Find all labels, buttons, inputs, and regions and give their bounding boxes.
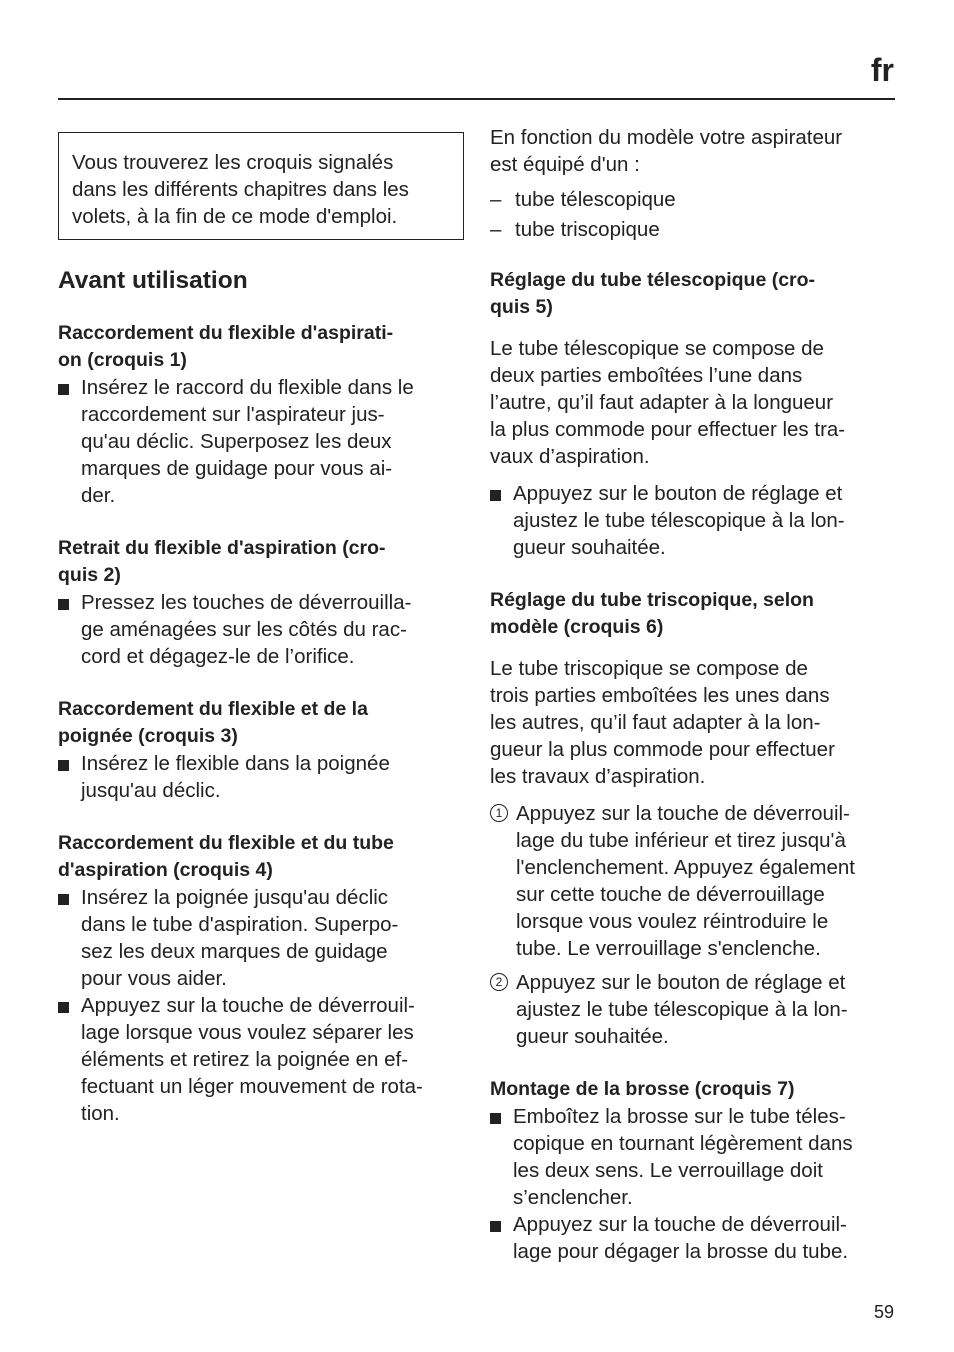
text-line: les travaux d’aspiration. <box>490 765 706 788</box>
text-line: Appuyez sur la touche de déverrouil- <box>513 1213 847 1236</box>
bullet-item <box>490 480 898 561</box>
bullet-item <box>490 1211 898 1265</box>
bullet-item <box>58 589 464 670</box>
text-line: Réglage du tube triscopique, selon <box>490 589 814 611</box>
text-line: Insérez le raccord du flexible dans le <box>81 376 414 399</box>
text-line: Raccordement du flexible et du tube <box>58 832 394 854</box>
header-rule <box>58 98 895 100</box>
paragraph <box>490 335 898 470</box>
text-line: modèle (croquis 6) <box>490 616 664 638</box>
text-line: gueur la plus commode pour effectuer <box>490 738 835 761</box>
text-line: d'aspiration (croquis 4) <box>58 859 273 881</box>
heading-croquis-1 <box>58 320 464 374</box>
heading-croquis-3 <box>58 696 464 750</box>
bullet-item <box>58 750 464 804</box>
heading-croquis-6 <box>490 587 898 641</box>
bullet-item <box>58 992 464 1127</box>
text-line: est équipé d'un : <box>490 153 640 176</box>
paragraph <box>490 655 898 790</box>
bullet-item <box>58 374 464 509</box>
text-line: Le tube triscopique se compose de <box>490 657 808 680</box>
text-line: copique en tournant légèrement dans <box>513 1132 853 1155</box>
text-line: Vous trouverez les croquis signalés <box>72 151 394 174</box>
text-line: l’autre, qu’il faut adapter à la longueur <box>490 391 834 414</box>
text-line: Pressez les touches de déverrouilla- <box>81 591 412 614</box>
text-line: volets, à la fin de ce mode d'emploi. <box>72 205 398 228</box>
bullet-square-icon <box>490 1221 501 1232</box>
heading-croquis-2 <box>58 535 464 589</box>
heading-croquis-4 <box>58 830 464 884</box>
notice-box <box>58 132 464 240</box>
text-line: Insérez le flexible dans la poignée <box>81 752 390 775</box>
dash-item: – tube télescopique <box>490 185 898 215</box>
intro-text <box>490 124 898 178</box>
text-line: trois parties emboîtées les unes dans <box>490 684 830 707</box>
text-line: Appuyez sur la touche de déverrouil- <box>81 994 415 1017</box>
numbered-item <box>490 969 898 1050</box>
text-line: ge aménagées sur les côtés du rac- <box>81 618 407 641</box>
text-line: gueur souhaitée. <box>513 536 666 559</box>
text-line: lage du tube inférieur et tirez jusqu'à <box>516 829 846 852</box>
text-line: Appuyez sur le bouton de réglage et <box>516 971 846 994</box>
text-line: lorsque vous voulez réintroduire le <box>516 910 829 933</box>
dash-marker: – <box>490 188 502 211</box>
bullet-square-icon <box>58 760 69 771</box>
numbered-item <box>490 800 898 962</box>
text-line: Insérez la poignée jusqu'au déclic <box>81 886 389 909</box>
bullet-square-icon <box>58 1002 69 1013</box>
text-line: Appuyez sur la touche de déverrouil- <box>516 802 850 825</box>
bullet-item <box>490 1103 898 1211</box>
text-line: der. <box>81 484 116 507</box>
text-line: les deux sens. Le verrouillage doit <box>513 1159 823 1182</box>
text-line: lage lorsque vous voulez séparer les <box>81 1021 414 1044</box>
text-line: qu'au déclic. Superposez les deux <box>81 430 392 453</box>
text-line: Le tube télescopique se compose de <box>490 337 824 360</box>
text-line: éléments et retirez la poignée en ef- <box>81 1048 409 1071</box>
text-line: ajustez le tube télescopique à la lon- <box>513 509 845 532</box>
bullet-square-icon <box>490 490 501 501</box>
text-line: raccordement sur l'aspirateur jus- <box>81 403 385 426</box>
text-line: quis 2) <box>58 564 121 586</box>
text-line: Raccordement du flexible et de la <box>58 698 368 720</box>
dash-item: – tube triscopique <box>490 215 898 245</box>
text-line: Retrait du flexible d'aspiration (cro- <box>58 537 386 559</box>
right-column <box>490 124 898 1265</box>
text-line: ajustez le tube télescopique à la lon- <box>516 998 848 1021</box>
text-line: dans les différents chapitres dans les <box>72 178 409 201</box>
page-number: 59 <box>873 1302 894 1322</box>
left-column <box>58 120 464 1127</box>
text-line: poignée (croquis 3) <box>58 725 238 747</box>
text-line: cord et dégagez-le de l’orifice. <box>81 645 355 668</box>
text-line: l'enclenchement. Appuyez également <box>516 856 855 879</box>
bullet-square-icon <box>58 894 69 905</box>
text-line: la plus commode pour effectuer les tra- <box>490 418 846 441</box>
bullet-square-icon <box>58 384 69 395</box>
bullet-square-icon <box>58 599 69 610</box>
section-title: Avant utilisation <box>58 267 248 294</box>
text-line: Montage de la brosse (croquis 7) <box>490 1078 795 1100</box>
circled-number-2-icon: 2 <box>490 973 508 991</box>
circled-number-1-icon: 1 <box>490 804 508 822</box>
text-line: Appuyez sur le bouton de réglage et <box>513 482 843 505</box>
text-line: Raccordement du flexible d'aspirati- <box>58 322 394 344</box>
text-line: marques de guidage pour vous ai- <box>81 457 393 480</box>
text-line: vaux d’aspiration. <box>490 445 650 468</box>
text-line: En fonction du modèle votre aspirateur <box>490 126 843 149</box>
text-line: Réglage du tube télescopique (cro- <box>490 269 816 291</box>
text-line: deux parties emboîtées l’une dans <box>490 364 803 387</box>
bullet-square-icon <box>490 1113 501 1124</box>
text-line: fectuant un léger mouvement de rota- <box>81 1075 423 1098</box>
text-line: quis 5) <box>490 296 553 318</box>
heading-croquis-7 <box>490 1076 898 1103</box>
text-line: pour vous aider. <box>81 967 227 990</box>
bullet-item <box>58 884 464 992</box>
text-line: on (croquis 1) <box>58 349 187 371</box>
text-line: Emboîtez la brosse sur le tube téles- <box>513 1105 846 1128</box>
text-line: dans le tube d'aspiration. Superpo- <box>81 913 399 936</box>
text-line: gueur souhaitée. <box>516 1025 669 1048</box>
text-line: lage pour dégager la brosse du tube. <box>513 1240 849 1263</box>
text-line: tion. <box>81 1102 120 1125</box>
text-line: les autres, qu’il faut adapter à la lon- <box>490 711 821 734</box>
language-code: fr <box>870 52 894 88</box>
text-line: sez les deux marques de guidage <box>81 940 388 963</box>
text-line: jusqu'au déclic. <box>81 779 221 802</box>
text-line: tube. Le verrouillage s'enclenche. <box>516 937 821 960</box>
text-line: s’enclencher. <box>513 1186 633 1209</box>
dash-marker: – <box>490 218 502 241</box>
heading-croquis-5 <box>490 267 898 321</box>
text-line: sur cette touche de déverrouillage <box>516 883 825 906</box>
